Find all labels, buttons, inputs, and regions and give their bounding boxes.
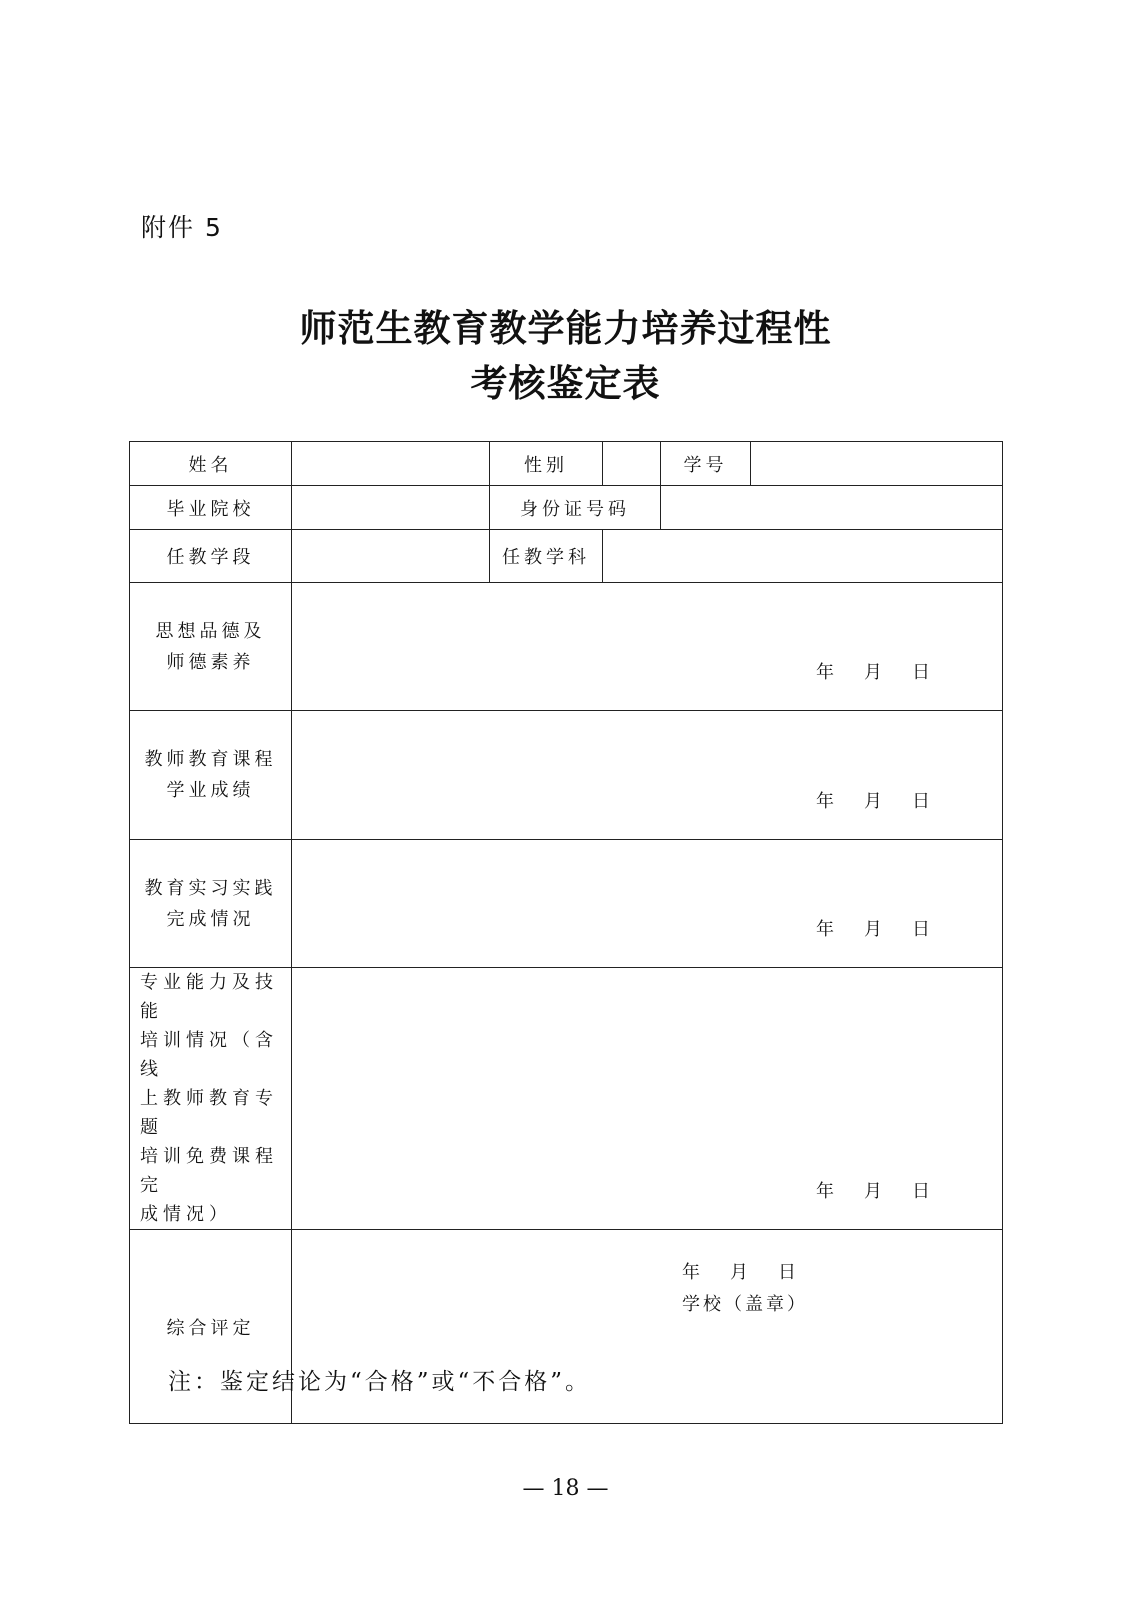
row-basic-info <box>130 442 1003 486</box>
morality-label <box>130 583 292 711</box>
date-year: 年 <box>816 919 834 940</box>
row-courses <box>130 711 1003 840</box>
morality-field[interactable] <box>292 583 1003 711</box>
skills-label-line3: 上教师教育专题 <box>140 1088 278 1138</box>
school-label: 毕业院校 <box>130 486 292 530</box>
practice-field[interactable] <box>292 840 1003 968</box>
page-number: — 18 — <box>522 1476 609 1501</box>
row-morality <box>130 583 1003 711</box>
row-practice <box>130 840 1003 968</box>
row-teaching <box>130 530 1003 583</box>
date-line <box>816 787 930 813</box>
overall-label: 综合评定 <box>130 1230 292 1424</box>
form-note: 注：鉴定结论为“合格”或“不合格”。 <box>168 1369 592 1395</box>
form-title-line1: 师范生教育教学能力培养过程性 <box>299 306 832 350</box>
date-month: 月 <box>864 1181 882 1202</box>
row-skills <box>130 968 1003 1230</box>
skills-label-line2: 培训情况（含线 <box>140 1030 278 1080</box>
date-year: 年 <box>682 1262 700 1283</box>
practice-label <box>130 840 292 968</box>
date-month: 月 <box>864 662 882 683</box>
overall-date-line <box>682 1258 796 1284</box>
skills-label-line4: 培训免费课程完 <box>140 1146 278 1196</box>
skills-label-line1: 专业能力及技能 <box>140 972 278 1022</box>
assessment-form-table <box>129 441 1003 1424</box>
school-field[interactable] <box>292 486 490 530</box>
gender-field[interactable] <box>603 442 661 486</box>
student-id-label: 学号 <box>661 442 751 486</box>
practice-label-line1: 教育实习实践 <box>144 877 277 899</box>
date-line <box>816 915 930 941</box>
attachment-label: 附件 5 <box>141 213 223 242</box>
date-month: 月 <box>730 1262 748 1283</box>
name-label: 姓名 <box>130 442 292 486</box>
date-month: 月 <box>864 919 882 940</box>
date-day: 日 <box>912 662 930 683</box>
teaching-subject-label: 任教学科 <box>490 530 603 583</box>
courses-label-line1: 教师教育课程 <box>144 749 277 770</box>
id-card-field[interactable] <box>661 486 1003 530</box>
gender-label: 性别 <box>490 442 603 486</box>
row-school <box>130 486 1003 530</box>
courses-label <box>130 711 292 840</box>
courses-label-line2: 学业成绩 <box>166 780 255 801</box>
skills-field[interactable] <box>292 968 1003 1230</box>
skills-label-line5: 成情况） <box>140 1204 232 1225</box>
date-day: 日 <box>912 919 930 940</box>
id-card-label: 身份证号码 <box>490 486 661 530</box>
student-id-field[interactable] <box>751 442 1003 486</box>
date-day: 日 <box>912 1181 930 1202</box>
date-year: 年 <box>816 662 834 683</box>
name-field[interactable] <box>292 442 490 486</box>
date-year: 年 <box>816 791 834 812</box>
practice-label-line2: 完成情况 <box>166 908 255 930</box>
date-month: 月 <box>864 791 882 812</box>
morality-label-line1: 思想品德及 <box>155 620 266 642</box>
date-line <box>816 1177 930 1203</box>
morality-label-line2: 师德素养 <box>166 651 255 673</box>
date-year: 年 <box>816 1181 834 1202</box>
skills-label <box>130 968 292 1230</box>
date-day: 日 <box>912 791 930 812</box>
date-line <box>816 658 930 684</box>
teaching-subject-field[interactable] <box>603 530 1003 583</box>
school-seal-label: 学校（盖章） <box>682 1294 808 1315</box>
form-title-line2: 考核鉴定表 <box>470 361 661 405</box>
teaching-stage-field[interactable] <box>292 530 490 583</box>
courses-field[interactable] <box>292 711 1003 840</box>
teaching-stage-label: 任教学段 <box>130 530 292 583</box>
date-day: 日 <box>778 1262 796 1283</box>
